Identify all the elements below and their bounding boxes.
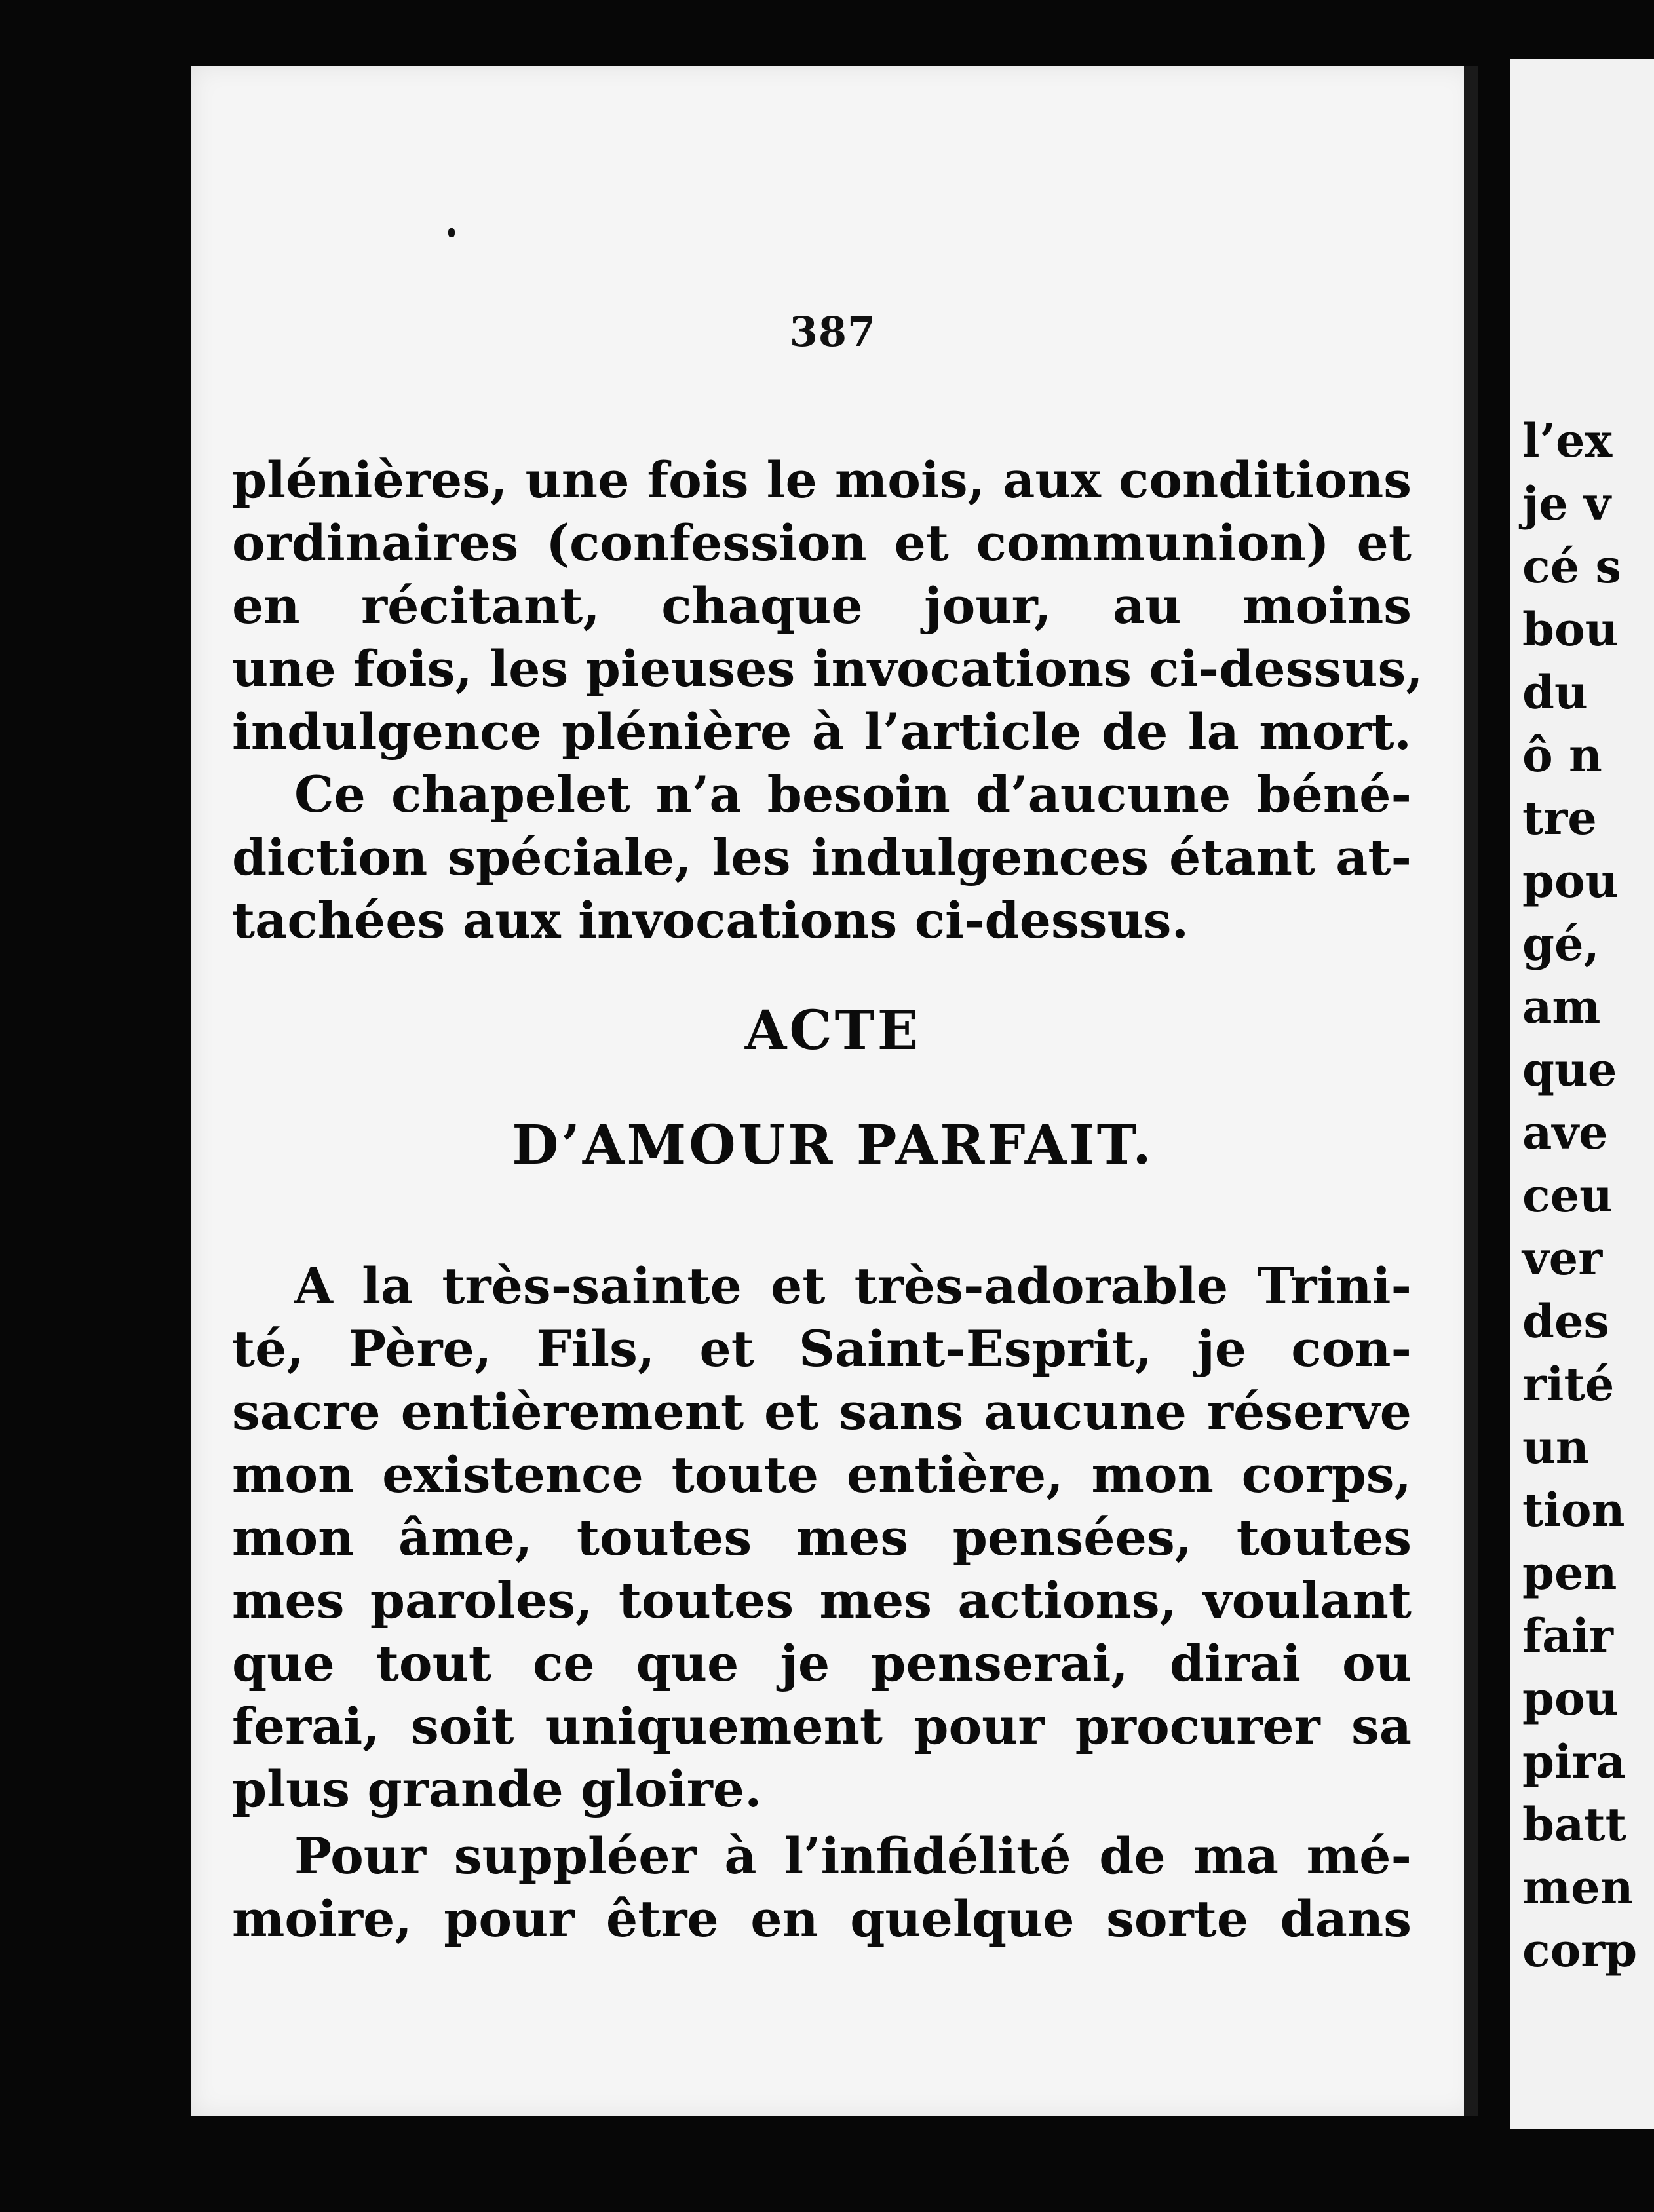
paragraph-memoire	[232, 1825, 1412, 1951]
fragment-line: bou	[1522, 602, 1619, 657]
fragment-line: am	[1522, 980, 1601, 1034]
fragment-line: ver	[1522, 1231, 1603, 1286]
section-heading-acte: ACTE	[744, 999, 921, 1062]
text-line: mon existence toute entière, mon corps,	[232, 1445, 1412, 1504]
text-line: tachées aux invocations ci-dessus.	[232, 891, 1189, 949]
fragment-line: un	[1522, 1420, 1589, 1474]
fragment-line: des	[1522, 1294, 1609, 1348]
text-line: ordinaires (confession et communion) et	[232, 514, 1412, 572]
page-number: 387	[789, 308, 877, 356]
ink-speck	[448, 228, 455, 237]
fragment-line: l’ex	[1522, 413, 1613, 468]
text-line: que tout ce que je penserai, dirai ou	[232, 1634, 1412, 1692]
text-line: Pour suppléer à l’infidélité de ma mé-	[294, 1827, 1412, 1885]
text-line: diction spéciale, les indulgences étant at-	[232, 828, 1412, 887]
fragment-line: tre	[1522, 791, 1597, 845]
text-line: mes paroles, toutes mes actions, voulant	[232, 1571, 1412, 1630]
fragment-line: men	[1522, 1860, 1634, 1915]
text-line: té, Père, Fils, et Saint-Esprit, je con-	[232, 1320, 1412, 1378]
section-heading-amour-parfait: D’AMOUR PARFAIT.	[512, 1114, 1154, 1177]
fragment-line: du	[1522, 665, 1588, 719]
fragment-line: ave	[1522, 1105, 1608, 1160]
next-page-text	[1510, 410, 1637, 1982]
book-page	[191, 66, 1474, 2116]
text-line: une fois, les pieuses invocations ci-dessus,	[232, 639, 1423, 698]
fragment-line: je v	[1522, 476, 1611, 531]
text-line: en récitant, chaque jour, au moins	[232, 577, 1412, 635]
fragment-line: ô n	[1522, 728, 1602, 782]
fragment-line: rité	[1522, 1357, 1615, 1411]
text-line: Ce chapelet n’a besoin d’aucune béné-	[294, 765, 1412, 824]
text-line: A la très-sainte et très-adorable Trini-	[294, 1257, 1412, 1315]
fragment-line: pen	[1522, 1546, 1617, 1600]
text-line: indulgence plénière à l’article de la mort.	[232, 702, 1412, 761]
fragment-line: batt	[1522, 1797, 1626, 1852]
paragraph-consecration	[232, 1255, 1412, 1821]
fragment-line: tion	[1522, 1483, 1625, 1537]
text-line: mon âme, toutes mes pensées, toutes	[232, 1508, 1412, 1567]
text-line: plus grande gloire.	[232, 1760, 762, 1818]
fragment-line: que	[1522, 1042, 1617, 1097]
next-page-edge	[1510, 59, 1654, 2129]
fragment-line: ceu	[1522, 1168, 1613, 1223]
fragment-line: pou	[1522, 854, 1619, 908]
paragraph-chapelet	[232, 763, 1412, 952]
text-line: sacre entièrement et sans aucune réserve	[232, 1382, 1412, 1441]
fragment-line: cé s	[1522, 539, 1621, 594]
text-line: plénières, une fois le mois, aux conditions	[232, 451, 1412, 509]
fragment-line: pou	[1522, 1671, 1619, 1726]
fragment-line: corp	[1522, 1923, 1638, 1977]
fragment-line: gé,	[1522, 917, 1600, 971]
fragment-line: fair	[1522, 1609, 1613, 1663]
text-line: ferai, soit uniquement pour procurer sa	[232, 1697, 1412, 1755]
paragraph-indulgence	[232, 449, 1423, 763]
fragment-line: pira	[1522, 1734, 1626, 1789]
text-line: moire, pour être en quelque sorte dans	[232, 1890, 1412, 1948]
